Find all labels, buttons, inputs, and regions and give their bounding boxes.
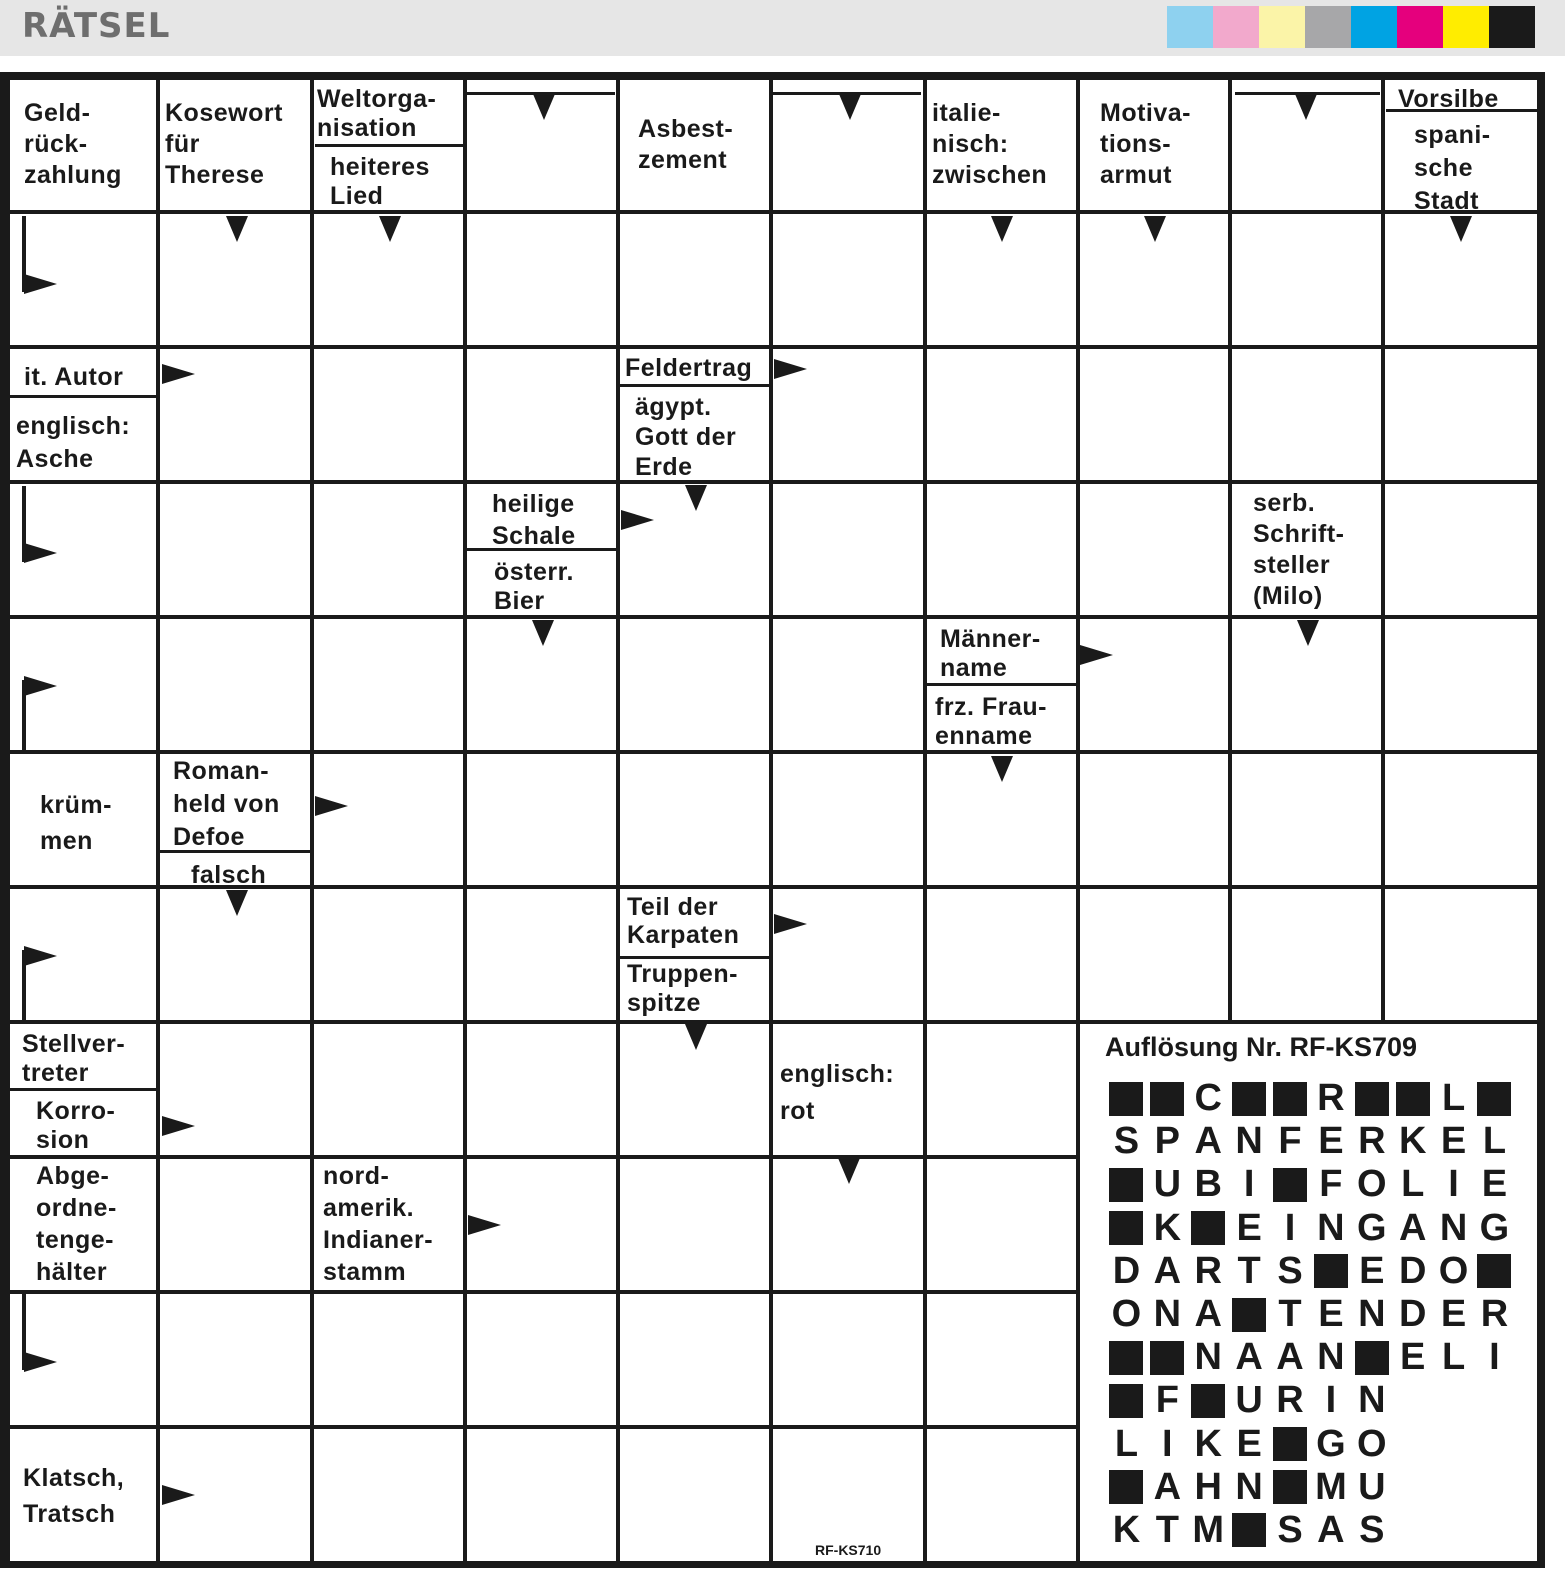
- solution-letter: N: [1235, 1465, 1263, 1508]
- clue-cell: Truppen- spitze: [627, 960, 738, 1017]
- solution-letter: A: [1235, 1336, 1263, 1379]
- arrow-right-icon: [24, 946, 57, 966]
- arrow-right-icon: [24, 274, 57, 294]
- solution-letter: A: [1153, 1465, 1182, 1508]
- solution-letter: O: [1438, 1249, 1469, 1292]
- solution-letter: E: [1440, 1120, 1467, 1163]
- solution-letter: K: [1112, 1508, 1141, 1551]
- solution-letter: A: [1276, 1336, 1304, 1379]
- solution-block: [1310, 1250, 1351, 1293]
- clue-cell: Weltorga- nisation: [317, 85, 437, 142]
- solution-letter: N: [1317, 1206, 1345, 1249]
- solution-grid: [1106, 1077, 1515, 1552]
- grid-line: [1381, 80, 1385, 1022]
- clue-cell: Geld- rück- zahlung: [24, 99, 122, 189]
- solution-letter: A: [1194, 1293, 1222, 1336]
- solution-block: [1392, 1077, 1433, 1120]
- solution-letter: R: [1358, 1120, 1386, 1163]
- clue-cell: Feldertrag: [625, 354, 753, 382]
- solution-letter: L: [1441, 1077, 1466, 1120]
- arrow-down-icon: [226, 216, 248, 242]
- solution-block: [1106, 1207, 1147, 1250]
- clue-cell: frz. Frau- enname: [935, 693, 1047, 750]
- color-swatch: [1489, 6, 1535, 48]
- solution-letter: K: [1398, 1120, 1427, 1163]
- solution-block: [1474, 1077, 1515, 1120]
- solution-letter: L: [1401, 1163, 1425, 1206]
- solution-letter: G: [1357, 1206, 1387, 1249]
- color-swatch: [1351, 6, 1397, 48]
- solution-letter: G: [1316, 1422, 1346, 1465]
- grid-line: [310, 80, 314, 1561]
- arrow-right-icon: [24, 543, 57, 563]
- solution-block: [1106, 1466, 1147, 1509]
- solution-row: [1106, 1509, 1515, 1552]
- solution-block: [1188, 1207, 1229, 1250]
- arrow-right-icon: [621, 510, 654, 530]
- solution-letter: L: [1441, 1336, 1466, 1379]
- solution-letter: S: [1359, 1508, 1385, 1551]
- clue-cell: englisch: rot: [780, 1060, 895, 1125]
- grid-line: [10, 615, 1537, 619]
- solution-letter: S: [1113, 1120, 1140, 1163]
- solution-letter: K: [1194, 1422, 1222, 1465]
- color-swatch: [1305, 6, 1351, 48]
- arrow-right-icon: [162, 364, 195, 384]
- solution-letter: N: [1194, 1336, 1222, 1379]
- clue-cell: Kosewort für Therese: [165, 99, 283, 189]
- solution-row: [1106, 1336, 1515, 1379]
- arrow-down-icon: [839, 94, 861, 120]
- arrow-right-icon: [468, 1215, 501, 1235]
- crossword-board: [0, 72, 1545, 1568]
- solution-letter: E: [1440, 1293, 1467, 1336]
- grid-line: [10, 1155, 1078, 1159]
- solution-letter: C: [1194, 1077, 1222, 1120]
- arrow-down-icon: [991, 216, 1013, 242]
- arrow-down-icon: [991, 756, 1013, 782]
- crossword-grid: [10, 80, 1537, 1561]
- solution-row: [1106, 1379, 1515, 1422]
- solution-letter: H: [1194, 1465, 1222, 1508]
- arrow-down-icon: [685, 485, 707, 511]
- grid-line: [156, 80, 160, 1561]
- solution-letter: I: [1243, 1163, 1255, 1206]
- solution-letter: U: [1153, 1163, 1182, 1206]
- solution-letter: T: [1237, 1249, 1261, 1292]
- solution-letter: D: [1112, 1249, 1141, 1292]
- header-bar: [0, 0, 1565, 56]
- clue-cell: Klatsch, Tratsch: [23, 1464, 125, 1528]
- arrow-right-icon: [774, 359, 807, 379]
- arrow-down-icon: [685, 1024, 707, 1050]
- clue-cell: italie- nisch: zwischen: [932, 99, 1048, 189]
- clue-cell: Korro- sion: [36, 1097, 116, 1154]
- solution-letter: T: [1278, 1293, 1302, 1336]
- solution-letter: F: [1319, 1163, 1343, 1206]
- clue-cell: it. Autor: [24, 363, 124, 391]
- grid-line: [10, 395, 158, 398]
- grid-line: [10, 1425, 1078, 1429]
- solution-letter: I: [1325, 1379, 1337, 1422]
- solution-block: [1229, 1077, 1270, 1120]
- grid-line: [10, 1088, 158, 1091]
- solution-letter: M: [1192, 1508, 1225, 1551]
- solution-row: [1106, 1163, 1515, 1206]
- grid-line: [1076, 80, 1080, 1561]
- color-swatch: [1259, 6, 1305, 48]
- clue-cell: nord- amerik. Indianer- stamm: [323, 1162, 434, 1286]
- solution-block: [1351, 1336, 1392, 1379]
- grid-line: [618, 384, 771, 387]
- solution-letter: E: [1481, 1163, 1508, 1206]
- grid-line: [315, 144, 465, 147]
- arrow-down-icon: [1295, 94, 1317, 120]
- arrow-down-icon: [533, 94, 555, 120]
- grid-line: [1228, 80, 1232, 1022]
- grid-line: [923, 80, 927, 1561]
- clue-cell: ägypt. Gott der Erde: [635, 393, 737, 481]
- solution-block: [1106, 1077, 1147, 1120]
- solution-block: [1229, 1293, 1270, 1336]
- puzzle-code: RF-KS710: [815, 1542, 882, 1558]
- color-swatch: [1213, 6, 1259, 48]
- color-swatch: [1397, 6, 1443, 48]
- arrow-right-icon: [1080, 645, 1113, 665]
- solution-letter: L: [1114, 1422, 1139, 1465]
- clue-cell: heiteres Lied: [330, 153, 430, 210]
- solution-block: [1270, 1423, 1311, 1466]
- arrow-down-icon: [838, 1158, 860, 1184]
- solution-block: [1106, 1163, 1147, 1206]
- grid-line: [925, 683, 1078, 686]
- clue-cell: Teil der Karpaten: [627, 893, 740, 949]
- arrow-right-icon: [774, 914, 807, 934]
- grid-line: [10, 480, 1537, 484]
- arrow-down-icon: [532, 620, 554, 646]
- solution-block: [1474, 1250, 1515, 1293]
- solution-letter: B: [1194, 1163, 1222, 1206]
- clue-cell: Männer- name: [940, 625, 1041, 682]
- solution-letter: F: [1278, 1120, 1302, 1163]
- solution-row: [1106, 1250, 1515, 1293]
- grid-line: [10, 210, 1537, 214]
- solution-letter: E: [1236, 1206, 1262, 1249]
- solution-letter: U: [1235, 1379, 1263, 1422]
- solution-letter: M: [1315, 1465, 1347, 1508]
- grid-line: [769, 80, 773, 1561]
- arrow-right-icon: [162, 1485, 195, 1505]
- solution-letter: N: [1317, 1336, 1345, 1379]
- solution-block: [1147, 1077, 1188, 1120]
- solution-row: [1106, 1293, 1515, 1336]
- solution-letter: O: [1357, 1163, 1387, 1206]
- color-swatch: [1443, 6, 1489, 48]
- color-calibration-strip: [1167, 6, 1535, 48]
- solution-letter: U: [1358, 1465, 1386, 1508]
- solution-block: [1270, 1163, 1311, 1206]
- grid-line: [616, 80, 620, 1561]
- clue-cell: serb. Schrift- steller (Milo): [1253, 489, 1345, 610]
- solution-letter: E: [1318, 1293, 1344, 1336]
- solution-letter: N: [1439, 1206, 1468, 1249]
- solution-letter: S: [1277, 1508, 1303, 1551]
- solution-block: [1188, 1379, 1229, 1422]
- clue-cell: Vorsilbe: [1398, 85, 1499, 113]
- clue-cell: spani- sche Stadt: [1414, 121, 1491, 215]
- solution-letter: S: [1277, 1249, 1303, 1292]
- clue-cell: krüm- men: [40, 791, 112, 855]
- page-title: RÄTSEL: [22, 6, 171, 46]
- grid-line: [10, 345, 1537, 349]
- arrow-right-icon: [315, 796, 348, 816]
- solution-letter: G: [1479, 1206, 1510, 1249]
- solution-letter: E: [1400, 1336, 1426, 1379]
- solution-letter: A: [1194, 1120, 1222, 1163]
- clue-cell: Abge- ordne- tenge- hälter: [36, 1162, 117, 1286]
- solution-row: [1106, 1207, 1515, 1250]
- grid-line: [10, 1020, 1537, 1024]
- solution-row: [1106, 1466, 1515, 1509]
- solution-letter: D: [1398, 1249, 1427, 1292]
- solution-block: [1106, 1379, 1147, 1422]
- solution-letter: I: [1284, 1206, 1296, 1249]
- solution-block: [1147, 1336, 1188, 1379]
- arrow-right-icon: [24, 676, 57, 696]
- solution-letter: O: [1111, 1293, 1142, 1336]
- solution-letter: F: [1155, 1379, 1179, 1422]
- grid-line: [618, 956, 771, 959]
- clue-cell: Motiva- tions- armut: [1100, 99, 1191, 189]
- clue-cell: Roman- held von Defoe: [173, 757, 280, 851]
- arrow-down-icon: [1450, 216, 1472, 242]
- solution-letter: P: [1154, 1120, 1181, 1163]
- solution-letter: I: [1162, 1422, 1173, 1465]
- solution-letter: D: [1398, 1293, 1427, 1336]
- solution-title: Auflösung Nr. RF-KS709: [1105, 1032, 1418, 1062]
- solution-letter: K: [1153, 1206, 1182, 1249]
- solution-letter: I: [1489, 1336, 1500, 1379]
- solution-letter: I: [1448, 1163, 1459, 1206]
- solution-letter: N: [1153, 1293, 1182, 1336]
- grid-line: [463, 80, 467, 1561]
- solution-letter: T: [1155, 1508, 1179, 1551]
- solution-letter: O: [1357, 1422, 1387, 1465]
- solution-letter: N: [1358, 1379, 1386, 1422]
- solution-letter: A: [1398, 1206, 1427, 1249]
- clue-cell: englisch: Asche: [16, 412, 131, 473]
- clue-cell: Asbest- zement: [638, 115, 734, 174]
- clue-cell: österr. Bier: [494, 558, 574, 615]
- clue-cell: falsch: [191, 861, 267, 889]
- solution-letter: R: [1317, 1077, 1345, 1120]
- grid-line: [10, 1290, 1078, 1294]
- solution-letter: R: [1276, 1379, 1304, 1422]
- solution-block: [1270, 1077, 1311, 1120]
- solution-letter: E: [1318, 1120, 1344, 1163]
- arrow-down-icon: [226, 890, 248, 916]
- grid-line: [10, 750, 1537, 754]
- solution-letter: A: [1153, 1249, 1182, 1292]
- solution-row: [1106, 1077, 1515, 1120]
- solution-letter: L: [1482, 1120, 1507, 1163]
- solution-letter: A: [1317, 1508, 1345, 1551]
- arrow-down-icon: [379, 216, 401, 242]
- arrow-right-icon: [24, 1352, 57, 1372]
- solution-block: [1229, 1509, 1270, 1552]
- solution-block: [1351, 1077, 1392, 1120]
- clue-cell: heilige Schale: [492, 490, 576, 550]
- solution-block: [1270, 1466, 1311, 1509]
- solution-letter: E: [1359, 1249, 1385, 1292]
- solution-row: [1106, 1423, 1515, 1466]
- solution-block: [1106, 1336, 1147, 1379]
- solution-letter: R: [1480, 1293, 1509, 1336]
- solution-letter: R: [1194, 1249, 1222, 1292]
- solution-row: [1106, 1120, 1515, 1163]
- arrow-down-icon: [1297, 620, 1319, 646]
- solution-letter: N: [1358, 1293, 1386, 1336]
- solution-letter: N: [1235, 1120, 1263, 1163]
- arrow-down-icon: [1144, 216, 1166, 242]
- color-swatch: [1167, 6, 1213, 48]
- clue-cell: Stellver- treter: [22, 1030, 126, 1087]
- arrow-right-icon: [162, 1116, 195, 1136]
- solution-letter: E: [1236, 1422, 1262, 1465]
